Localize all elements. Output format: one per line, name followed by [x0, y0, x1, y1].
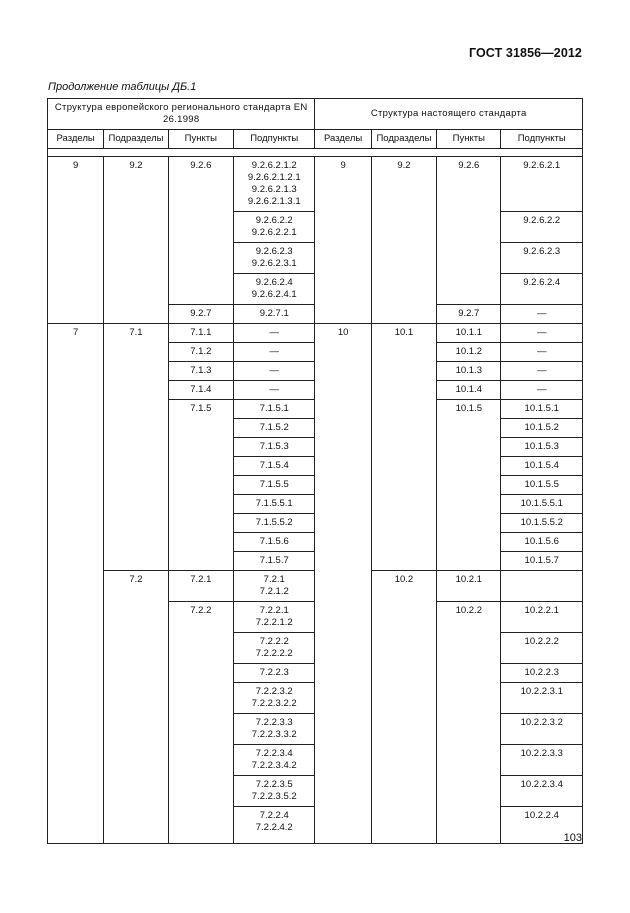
table-cell-line: 9.2.6.2.1.2.1 [247, 172, 301, 183]
column-header: Разделы [48, 130, 104, 149]
table-cell: 10.1.5.5 [501, 476, 583, 495]
table-cell: — [233, 381, 314, 400]
table-cell: 9.2.7 [437, 305, 501, 324]
table-cell: 7.1.5 [168, 400, 233, 571]
table-cell: 9.2 [104, 157, 168, 324]
table-cell-line: 7.2.2.4 [259, 810, 289, 821]
table-cell: 10.1.5.7 [501, 552, 583, 571]
table-cell: — [233, 324, 314, 343]
table-cell: — [501, 324, 583, 343]
correspondence-table [47, 98, 583, 844]
table-cell: 10.2.2.3.4 [501, 776, 583, 807]
table-cell-line: 7.2.1.2 [259, 586, 289, 597]
table-cell: 10.1 [371, 324, 436, 571]
table-cell-line: 9.2.6.2.4.1 [251, 289, 297, 300]
table-cell: 10.2.2 [437, 602, 501, 844]
table-cell-line: 7.2.2.3.5 [255, 779, 293, 790]
table-cell-line: 7.2.2.4.2 [255, 822, 293, 833]
table-cell: 7.1.5.7 [233, 552, 314, 571]
column-header: Подразделы [104, 130, 168, 149]
page-number: 103 [563, 832, 582, 844]
table-cell: 9.2.7.1 [233, 305, 314, 324]
table-cell: 7.1.5.3 [233, 438, 314, 457]
table-cell: 9.2.6.2.2 [501, 212, 583, 243]
table-cell: 10.2.2.3 [501, 664, 583, 683]
table-cell: 9.2.6 [168, 157, 233, 305]
table-cell: — [501, 305, 583, 324]
column-header: Подпункты [233, 130, 314, 149]
table-cell-line: 7.2.1 [263, 574, 285, 585]
table-cell: 10.2.2.3.2 [501, 714, 583, 745]
table-cell: 10.2.2.4 [501, 807, 583, 844]
table-cell: 9.2.6 [437, 157, 501, 305]
table-cell-line: 7.2.2.3.5.2 [251, 791, 297, 802]
table-cell: 9.2.7 [168, 305, 233, 324]
table-cell [233, 157, 314, 212]
table-cell-line: 7.2.2.1 [259, 605, 289, 616]
table-cell-line: 7.2.2.3.3 [255, 717, 293, 728]
table-cell-line: 7.2.2.3.2 [255, 686, 293, 697]
table-cell-line: 9.2.6.2.1.3 [251, 184, 297, 195]
european-standard-header: Структура европейского регионального стандарта EN 26.1998 [48, 99, 315, 130]
table-cell: 10.1.4 [437, 381, 501, 400]
table-cell [233, 602, 314, 633]
table-cell: 10 [315, 324, 371, 844]
column-header: Разделы [315, 130, 371, 149]
table-cell [233, 243, 314, 274]
table-cell-line: 7.2.2.2 [259, 636, 289, 647]
table-cell: 7 [48, 324, 104, 844]
table-cell [233, 807, 314, 844]
table-cell: 7.1.5.2 [233, 419, 314, 438]
table-cell [233, 664, 314, 683]
table-cell [233, 571, 314, 602]
table-cell-line: 9.2.6.2.1.2 [251, 160, 297, 171]
table-cell: 7.1.4 [168, 381, 233, 400]
table-cell: 9.2.6.2.1 [501, 157, 583, 212]
table-cell: 9 [48, 157, 104, 324]
table-cell: 7.2 [104, 571, 168, 844]
table-cell: — [233, 362, 314, 381]
column-header: Пункты [168, 130, 233, 149]
table-cell-line: 7.2.2.3.2.2 [251, 698, 297, 709]
table-cell [233, 633, 314, 664]
table-cell: 7.1.5.5.2 [233, 514, 314, 533]
table-cell-line: 7.2.2.2.2 [255, 648, 293, 659]
table-cell: 10.2.2.1 [501, 602, 583, 633]
table-cell: 7.1.2 [168, 343, 233, 362]
table-cell: 10.1.5.1 [501, 400, 583, 419]
table-cell: 10.2 [371, 571, 436, 844]
table-cell: 10.1.5.6 [501, 533, 583, 552]
table-cell: 10.2.1 [437, 571, 501, 602]
table-cell-line: 7.2.2.1.2 [255, 617, 293, 628]
table-cell-line: 9.2.6.2.1.3.1 [247, 196, 301, 207]
table-cell: 10.1.3 [437, 362, 501, 381]
table-cell: 7.2.2 [168, 602, 233, 844]
table-caption: Продолжение таблицы ДБ.1 [48, 81, 197, 93]
column-header: Пункты [437, 130, 501, 149]
table-cell: 10.1.5 [437, 400, 501, 571]
table-cell: 9.2.6.2.4 [501, 274, 583, 305]
table-row [48, 157, 583, 212]
table-cell: 9.2.6.2.3 [501, 243, 583, 274]
column-header: Подразделы [371, 130, 436, 149]
table-cell: 10.1.5.3 [501, 438, 583, 457]
current-standard-header: Структура настоящего стандарта [315, 99, 583, 130]
table-cell: 7.1.1 [168, 324, 233, 343]
table-cell: 9 [315, 157, 371, 324]
table-cell: 7.1 [104, 324, 168, 571]
table-cell: 7.1.5.5.1 [233, 495, 314, 514]
table-cell-line: 9.2.6.2.4 [255, 277, 293, 288]
table-cell [233, 776, 314, 807]
table-cell [233, 745, 314, 776]
table-cell: 10.2.2.2 [501, 633, 583, 664]
table-cell: — [501, 381, 583, 400]
table-cell: 10.1.5.2 [501, 419, 583, 438]
table-cell: 7.1.3 [168, 362, 233, 381]
table-cell: 9.2 [371, 157, 436, 324]
table-cell: 10.1.5.5.1 [501, 495, 583, 514]
table-cell-line: 7.2.2.3 [259, 667, 289, 678]
table-cell [233, 274, 314, 305]
table-cell-line: 7.2.2.3.4 [255, 748, 293, 759]
table-cell [233, 212, 314, 243]
table-cell-line: 7.2.2.3.4.2 [251, 760, 297, 771]
table-cell-line: 9.2.6.2.3 [255, 246, 293, 257]
table-cell: — [501, 362, 583, 381]
table-cell: 7.1.5.4 [233, 457, 314, 476]
table-cell: 10.2.2.3.1 [501, 683, 583, 714]
table-cell: — [501, 343, 583, 362]
table-row [48, 324, 583, 343]
table-cell: — [233, 343, 314, 362]
table-cell-line: 9.2.6.2.3.1 [251, 258, 297, 269]
document-id: ГОСТ 31856—2012 [468, 46, 582, 60]
table-cell: 7.2.1 [168, 571, 233, 602]
table-cell-line: 9.2.6.2.2.1 [251, 227, 297, 238]
table-cell-line: 9.2.6.2.2 [255, 215, 293, 226]
table-cell [501, 571, 583, 602]
table-cell: 10.1.5.4 [501, 457, 583, 476]
table-cell: 7.1.5.1 [233, 400, 314, 419]
table-cell [233, 683, 314, 714]
table-cell: 7.1.5.5 [233, 476, 314, 495]
table-cell: 10.2.2.3.3 [501, 745, 583, 776]
table-cell: 10.1.1 [437, 324, 501, 343]
table-cell: 10.1.5.5.2 [501, 514, 583, 533]
column-header: Подпункты [501, 130, 583, 149]
table-cell-line: 7.2.2.3.3.2 [251, 729, 297, 740]
table-cell: 10.1.2 [437, 343, 501, 362]
table-cell: 7.1.5.6 [233, 533, 314, 552]
table-cell [233, 714, 314, 745]
